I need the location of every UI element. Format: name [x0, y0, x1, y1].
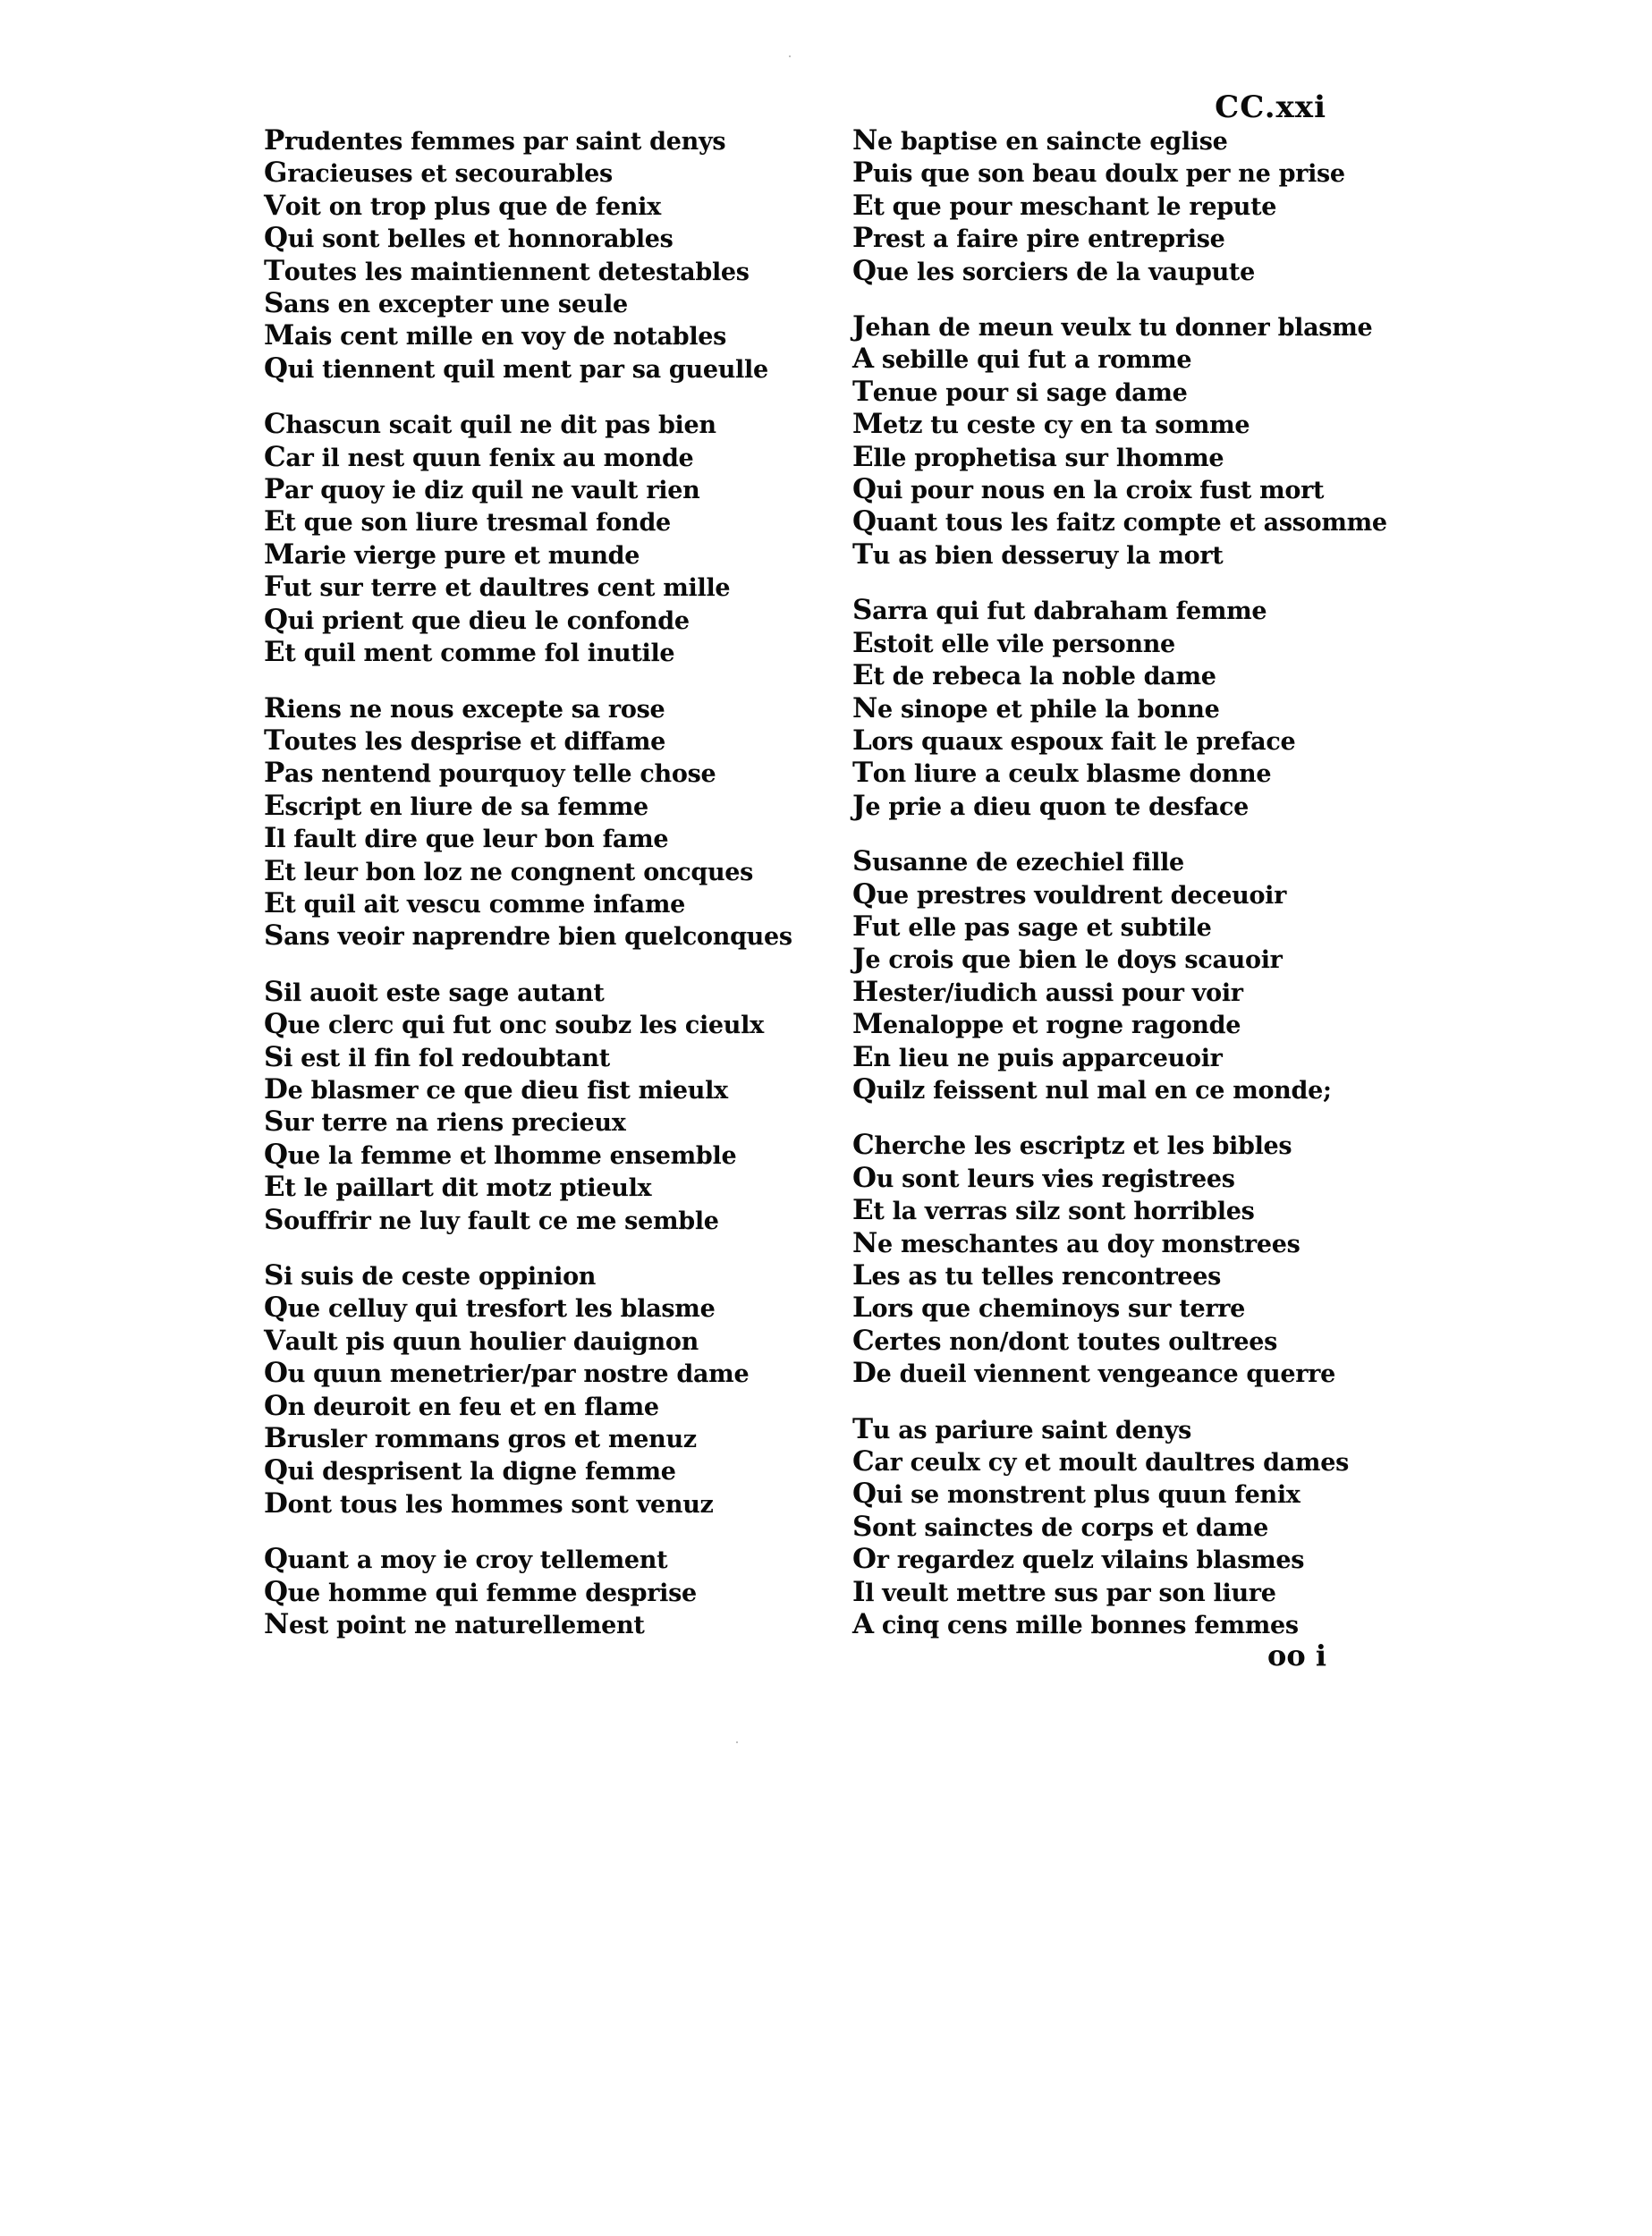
verse-line: De dueil viennent vengeance querre	[852, 1357, 1335, 1390]
verse-line: Elle prophetisa sur lhomme	[852, 440, 1224, 473]
verse-line: Metz tu ceste cy en ta somme	[852, 408, 1250, 441]
verse-line: Que clerc qui fut onc soubz les cieulx	[264, 1008, 764, 1041]
verse-line: On deuroit en feu et en flame	[264, 1389, 659, 1422]
verse-line: Ne meschantes au doy monstrees	[852, 1226, 1300, 1259]
verse-line: Sans en excepter une seule	[264, 287, 628, 320]
verse-line: De blasmer ce que dieu fist mieulx	[264, 1072, 728, 1105]
verse-line: Qui pour nous en la croix fust mort	[852, 473, 1325, 506]
verse-line: Marie vierge pure et munde	[264, 538, 640, 571]
verse-line: Si suis de ceste oppinion	[264, 1259, 597, 1292]
verse-line: Que homme qui femme desprise	[264, 1575, 697, 1608]
verse-line: Ou sont leurs vies registrees	[852, 1161, 1235, 1194]
left-column	[264, 125, 818, 1664]
verse-line: Qui desprisent la digne femme	[264, 1454, 676, 1487]
verse-line: Par quoy ie diz quil ne vault rien	[264, 473, 700, 506]
left-stanza	[264, 1544, 818, 1641]
verse-line: Que les sorciers de la vaupute	[852, 254, 1255, 287]
verse-line: Escript en liure de sa femme	[264, 789, 648, 822]
folio-number: CC.xxi	[1215, 89, 1326, 125]
left-stanza	[264, 125, 818, 385]
verse-line: Et quil ait vescu comme infame	[264, 886, 686, 919]
verse-line: Sont sainctes de corps et dame	[852, 1510, 1268, 1543]
verse-line: Voit on trop plus que de fenix	[264, 189, 661, 222]
verse-line: Vault pis quun houlier dauignon	[264, 1324, 699, 1357]
verse-line: Et quil ment comme fol inutile	[264, 636, 675, 669]
right-column	[852, 125, 1407, 1664]
verse-line: Il fault dire que leur bon fame	[264, 822, 669, 855]
verse-line: Hester/iudich aussi pour voir	[852, 975, 1243, 1008]
verse-line: Tu as pariure saint denys	[852, 1412, 1192, 1445]
right-stanza	[852, 1414, 1407, 1642]
verse-line: Or regardez quelz vilains blasmes	[852, 1543, 1305, 1576]
verse-line: Sil auoit este sage autant	[264, 975, 605, 1008]
verse-line: Prudentes femmes par saint denys	[264, 124, 726, 157]
right-stanza	[852, 125, 1407, 288]
verse-line: Et que pour meschant le repute	[852, 189, 1277, 222]
verse-line: Estoit elle vile personne	[852, 626, 1175, 659]
verse-line: Car il nest quun fenix au monde	[264, 440, 694, 473]
right-stanza	[852, 846, 1407, 1106]
verse-line: Gracieuses et secourables	[264, 157, 613, 190]
verse-line: Quant tous les faitz compte et assomme	[852, 505, 1387, 538]
verse-line: Pas nentend pourquoy telle chose	[264, 757, 716, 790]
verse-line: Tenue pour si sage dame	[852, 375, 1188, 408]
verse-line: Toutes les maintiennent detestables	[264, 254, 750, 287]
verse-line: Menaloppe et rogne ragonde	[852, 1008, 1241, 1041]
verse-line: Tu as bien desseruy la mort	[852, 538, 1224, 571]
verse-line: Et la verras silz sont horribles	[852, 1194, 1255, 1227]
verse-line: Ne baptise en saincte eglise	[852, 124, 1228, 157]
left-stanza	[264, 693, 818, 953]
verse-line: Riens ne nous excepte sa rose	[264, 691, 665, 724]
paper-speck	[789, 55, 791, 57]
verse-line: Je crois que bien le doys scauoir	[852, 943, 1283, 976]
verse-line: Si est il fin fol redoubtant	[264, 1040, 610, 1073]
verse-line: Quilz feissent nul mal en ce monde;	[852, 1072, 1332, 1105]
verse-line: Souffrir ne luy fault ce me semble	[264, 1203, 719, 1236]
verse-line: Ou quun menetrier/par nostre dame	[264, 1357, 750, 1390]
verse-line: Brusler rommans gros et menuz	[264, 1422, 697, 1455]
verse-line: Cherche les escriptz et les bibles	[852, 1129, 1292, 1162]
verse-line: Ne sinope et phile la bonne	[852, 691, 1220, 724]
verse-line: Je prie a dieu quon te desface	[852, 789, 1250, 822]
verse-line: Sur terre na riens precieux	[264, 1105, 626, 1139]
verse-line: Dont tous les hommes sont venuz	[264, 1486, 714, 1520]
signature-mark: oo i	[1267, 1639, 1326, 1673]
verse-line: Et de rebeca la noble dame	[852, 659, 1216, 692]
right-stanza	[852, 1130, 1407, 1390]
left-stanza	[264, 409, 818, 669]
verse-line: Fut elle pas sage et subtile	[852, 910, 1212, 943]
verse-line: Ton liure a ceulx blasme donne	[852, 757, 1272, 790]
verse-line: Jehan de meun veulx tu donner blasme	[852, 310, 1373, 343]
verse-line: Qui se monstrent plus quun fenix	[852, 1478, 1300, 1511]
verse-line: Car ceulx cy et moult daultres dames	[852, 1445, 1349, 1478]
verse-line: Et que son liure tresmal fonde	[264, 505, 671, 538]
verse-line: Les as tu telles rencontrees	[852, 1259, 1222, 1292]
verse-line: Lors quaux espoux fait le preface	[852, 724, 1296, 757]
verse-line: Toutes les desprise et diffame	[264, 724, 666, 757]
verse-line: Puis que son beau doulx per ne prise	[852, 157, 1345, 190]
verse-line: Susanne de ezechiel fille	[852, 845, 1184, 878]
verse-line: Il veult mettre sus par son liure	[852, 1575, 1276, 1608]
left-stanza	[264, 977, 818, 1237]
verse-line: Que la femme et lhomme ensemble	[264, 1138, 737, 1171]
verse-line: Prest a faire pire entreprise	[852, 222, 1225, 255]
verse-line: Quant a moy ie croy tellement	[264, 1543, 668, 1576]
verse-line: Certes non/dont toutes oultrees	[852, 1324, 1278, 1357]
verse-line: Qui sont belles et honnorables	[264, 222, 674, 255]
verse-line: Que prestres vouldrent deceuoir	[852, 877, 1287, 910]
verse-line: A sebille qui fut a romme	[852, 343, 1192, 376]
left-stanza	[264, 1260, 818, 1520]
right-stanza	[852, 311, 1407, 572]
right-stanza	[852, 595, 1407, 823]
verse-line: A cinq cens mille bonnes femmes	[852, 1608, 1299, 1641]
verse-line: Que celluy qui tresfort les blasme	[264, 1292, 716, 1325]
verse-line: Fut sur terre et daultres cent mille	[264, 571, 731, 604]
verse-line: Lors que cheminoys sur terre	[852, 1292, 1246, 1325]
verse-line: Mais cent mille en voy de notables	[264, 319, 727, 352]
verse-line: Sarra qui fut dabraham femme	[852, 594, 1267, 627]
verse-line: Nest point ne naturellement	[264, 1608, 645, 1641]
verse-line: Et leur bon loz ne congnent oncques	[264, 854, 754, 887]
verse-line: Qui tiennent quil ment par sa gueulle	[264, 351, 768, 385]
verse-line: En lieu ne puis apparceuoir	[852, 1040, 1223, 1073]
verse-line: Qui prient que dieu le confonde	[264, 603, 690, 636]
verse-line: Sans veoir naprendre bien quelconques	[264, 919, 792, 953]
verse-line: Chascun scait quil ne dit pas bien	[264, 408, 716, 441]
paper-speck	[736, 1741, 738, 1743]
verse-line: Et le paillart dit motz ptieulx	[264, 1171, 652, 1204]
